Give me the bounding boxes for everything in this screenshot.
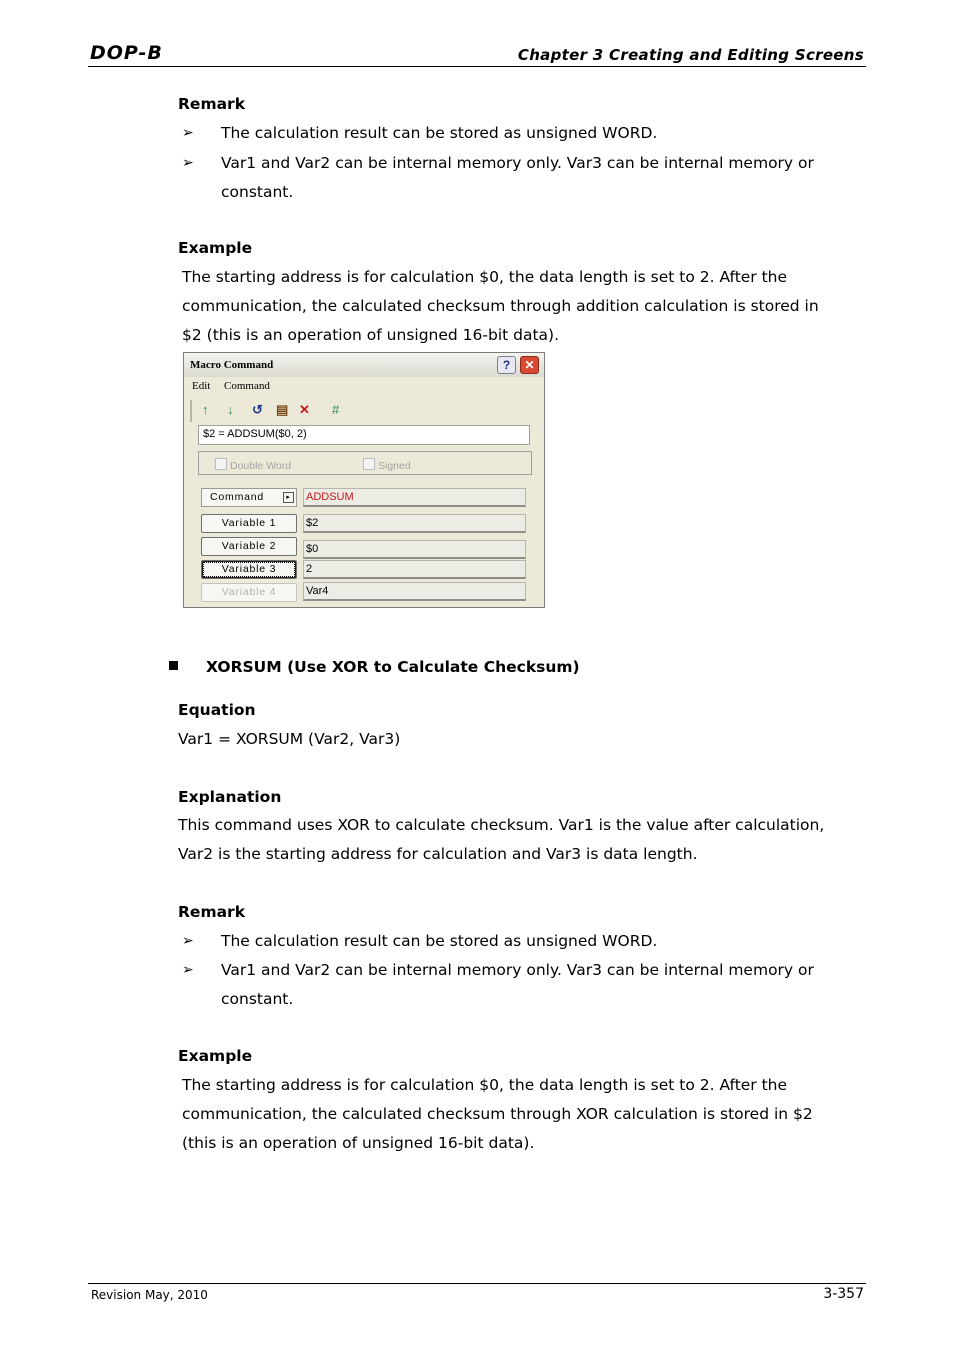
- variable-4-button: Variable 4: [201, 583, 297, 602]
- square-bullet-icon: [169, 661, 178, 670]
- remark-item: Var1 and Var2 can be internal memory only. Var3 can be internal memory or: [221, 154, 814, 172]
- equation-text: Var1 = XORSUM (Var2, Var3): [178, 730, 401, 748]
- example-line: The starting address is for calculation $0, the data length is set to 2. After the: [182, 268, 788, 286]
- remark-heading: Remark: [178, 95, 246, 113]
- move-down-icon[interactable]: ↓: [227, 402, 234, 417]
- dialog-toolbar: [190, 400, 540, 422]
- remark-heading: Remark: [178, 903, 246, 921]
- variable-1-button[interactable]: Variable 1: [201, 514, 297, 533]
- variable-1-field[interactable]: $2: [303, 514, 526, 533]
- dialog-title-bar: [184, 353, 544, 377]
- example-line: $2 (this is an operation of unsigned 16-bit data).: [182, 326, 560, 344]
- options-group: [198, 451, 532, 475]
- hash-icon[interactable]: #: [332, 402, 340, 417]
- undo-icon[interactable]: ↺: [252, 402, 263, 417]
- page-number: 3-357: [823, 1286, 864, 1302]
- dialog-title: Macro Command: [190, 359, 274, 371]
- menu-edit[interactable]: Edit: [192, 380, 211, 392]
- revision-date: Revision May, 2010: [91, 1288, 208, 1302]
- double-word-label: Double Word: [230, 460, 292, 472]
- explanation-heading: Explanation: [178, 788, 282, 806]
- double-word-checkbox[interactable]: [215, 458, 291, 472]
- example-heading: Example: [178, 1047, 253, 1065]
- arrow-bullet-icon: ➢: [182, 933, 194, 949]
- example-line: communication, the calculated checksum through XOR calculation is stored in $2: [182, 1105, 813, 1123]
- example-line: The starting address is for calculation $0, the data length is set to 2. After the: [182, 1076, 788, 1094]
- save-icon[interactable]: ▤: [276, 402, 289, 417]
- variable-3-button[interactable]: Variable 3: [201, 560, 297, 579]
- remark-item-continuation: constant.: [221, 183, 294, 201]
- section-heading: XORSUM (Use XOR to Calculate Checksum): [206, 658, 580, 676]
- remark-item: The calculation result can be stored as unsigned WORD.: [221, 932, 658, 950]
- footer-divider: [88, 1283, 866, 1284]
- command-value-field[interactable]: ADDSUM: [303, 488, 526, 507]
- example-line: communication, the calculated checksum through addition calculation is stored in: [182, 297, 819, 315]
- example-heading: Example: [178, 239, 253, 257]
- checkbox-icon: [363, 458, 375, 470]
- header-divider: [88, 66, 866, 67]
- explanation-line: This command uses XOR to calculate checksum. Var1 is the value after calculation,: [178, 816, 825, 834]
- arrow-bullet-icon: ➢: [182, 155, 194, 171]
- command-label: Command: [210, 491, 265, 503]
- arrow-bullet-icon: ➢: [182, 125, 194, 141]
- arrow-bullet-icon: ➢: [182, 962, 194, 978]
- remark-item: Var1 and Var2 can be internal memory only. Var3 can be internal memory or: [221, 961, 814, 979]
- variable-4-field: Var4: [303, 582, 526, 601]
- chapter-title: Chapter 3 Creating and Editing Screens: [517, 46, 864, 64]
- help-button[interactable]: ?: [497, 356, 516, 374]
- command-selector[interactable]: [201, 488, 297, 507]
- macro-command-dialog: [183, 352, 545, 608]
- variable-2-field[interactable]: $0: [303, 540, 526, 559]
- remark-item-continuation: constant.: [221, 990, 294, 1008]
- checkbox-icon: [215, 458, 227, 470]
- dropdown-arrow-icon[interactable]: ▸: [283, 492, 294, 503]
- variable-3-field[interactable]: 2: [303, 560, 526, 579]
- brand-logo: DOP-B: [90, 42, 163, 64]
- move-up-icon[interactable]: ↑: [202, 402, 209, 417]
- explanation-line: Var2 is the starting address for calculation and Var3 is data length.: [178, 845, 698, 863]
- menu-command[interactable]: Command: [224, 380, 270, 392]
- remark-item: The calculation result can be stored as unsigned WORD.: [221, 124, 658, 142]
- close-button[interactable]: ✕: [520, 356, 539, 374]
- example-line: (this is an operation of unsigned 16-bit data).: [182, 1134, 535, 1152]
- signed-checkbox[interactable]: [363, 458, 411, 472]
- signed-label: Signed: [378, 460, 411, 472]
- equation-heading: Equation: [178, 701, 256, 719]
- variable-2-button[interactable]: Variable 2: [201, 537, 297, 556]
- expression-field[interactable]: $2 = ADDSUM($0, 2): [198, 425, 530, 445]
- delete-icon[interactable]: ✕: [299, 402, 310, 417]
